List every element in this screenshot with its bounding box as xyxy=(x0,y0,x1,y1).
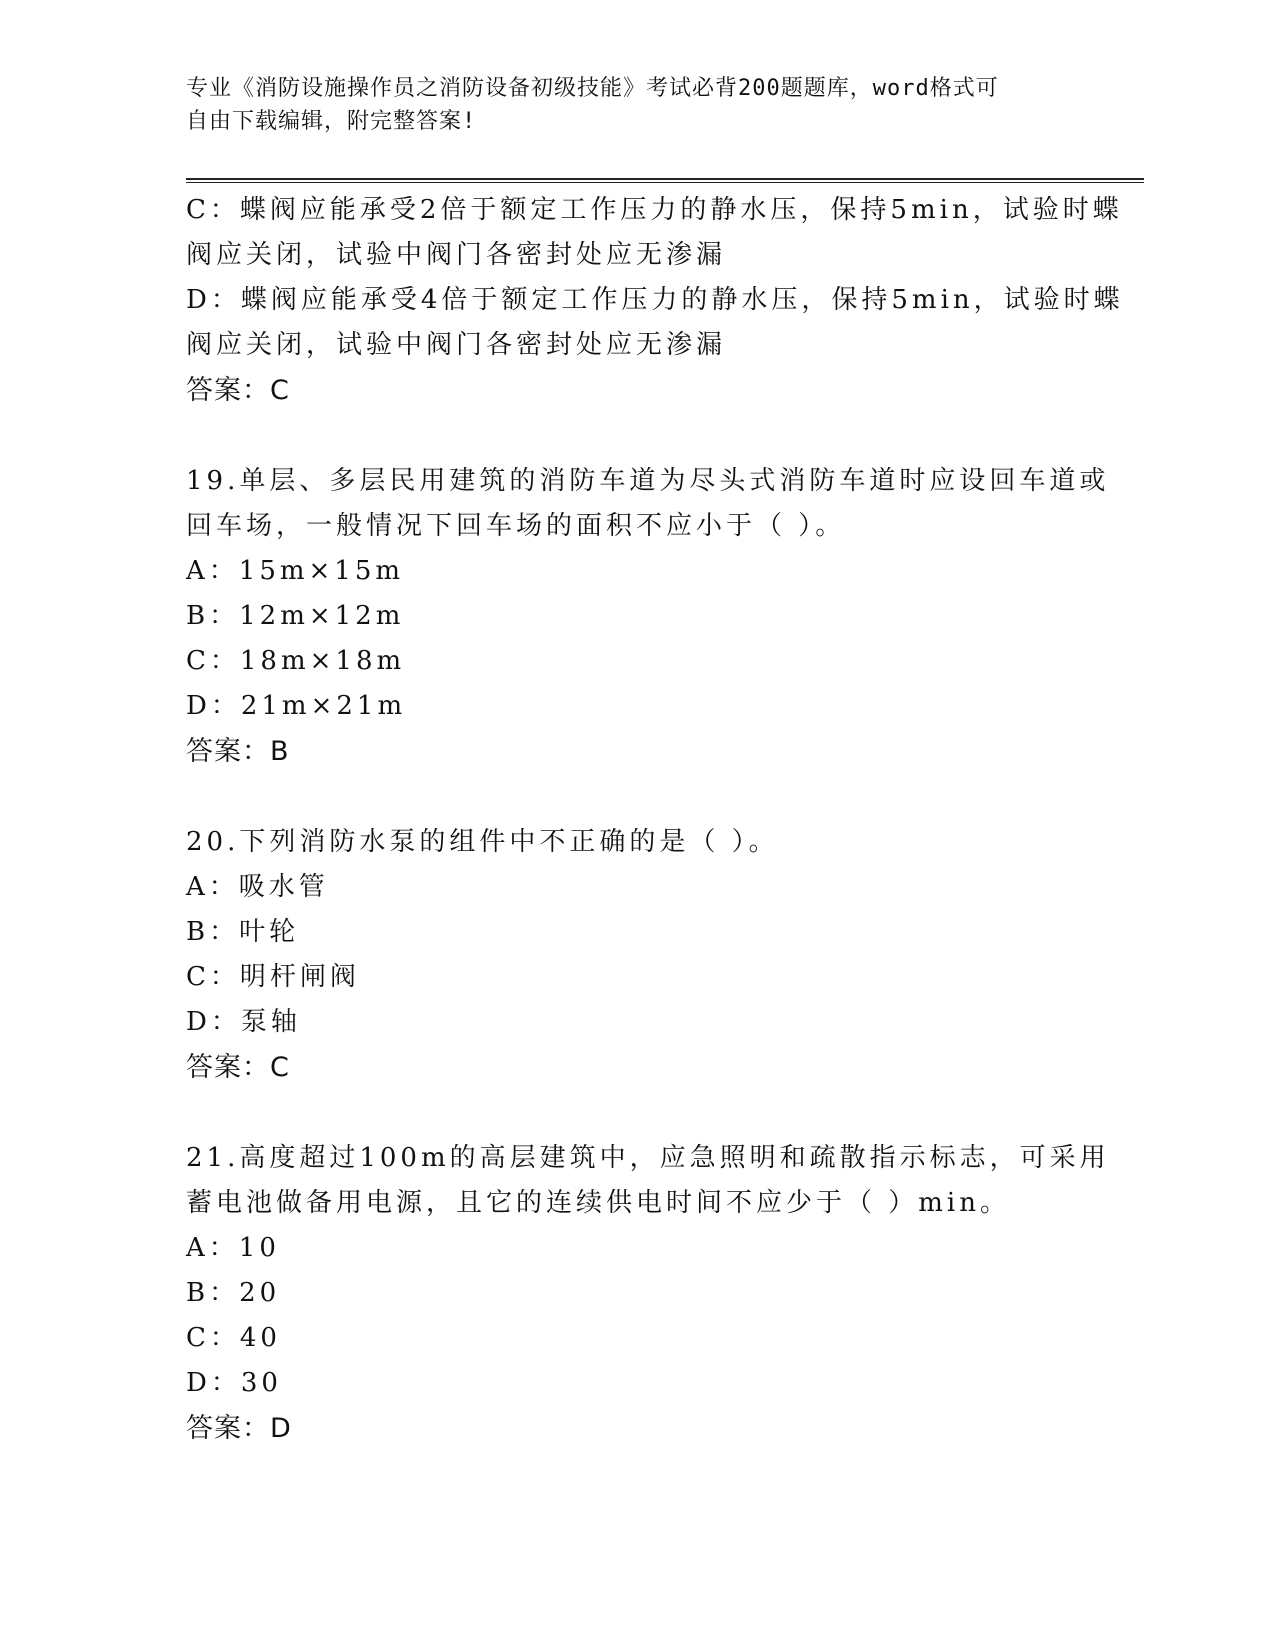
question-19-option-c: C：18m×18m xyxy=(186,646,406,676)
question-21-option-d: D：30 xyxy=(186,1368,282,1398)
question-19-option-b: B：12m×12m xyxy=(186,601,405,631)
spacer xyxy=(186,1090,1086,1136)
question-19 xyxy=(186,459,1110,774)
question-18-answer: 答案：C xyxy=(186,375,290,406)
question-20-option-d: D：泵轴 xyxy=(186,1007,301,1037)
question-20-option-b: B：叶轮 xyxy=(186,917,300,947)
question-19-answer: 答案：B xyxy=(186,736,290,767)
header-line-1: 专业《消防设施操作员之消防设备初级技能》考试必背200题题库，word格式可 xyxy=(186,76,999,101)
question-18-option-c-line-1: C：蝶阀应能承受2倍于额定工作压力的静水压，保持5min，试验时蝶 xyxy=(186,195,1123,225)
question-21-stem-line-1: 21.高度超过100m的高层建筑中，应急照明和疏散指示标志，可采用 xyxy=(186,1143,1110,1173)
question-20 xyxy=(186,820,1086,1090)
question-18-option-d-line-1: D：蝶阀应能承受4倍于额定工作压力的静水压，保持5min，试验时蝶 xyxy=(186,285,1124,315)
question-18-option-c-line-2: 阀应关闭，试验中阀门各密封处应无渗漏 xyxy=(186,240,727,270)
question-19-option-d: D：21m×21m xyxy=(186,691,407,721)
question-18-option-d-line-2: 阀应关闭，试验中阀门各密封处应无渗漏 xyxy=(186,330,727,360)
question-20-answer: 答案：C xyxy=(186,1052,290,1083)
question-21-answer: 答案：D xyxy=(186,1413,292,1444)
question-18 xyxy=(186,188,1124,413)
question-21-option-b: B：20 xyxy=(186,1278,281,1308)
spacer xyxy=(186,774,1086,820)
question-21-stem-line-2: 蓄电池做备用电源，且它的连续供电时间不应少于（ ）min。 xyxy=(186,1188,1010,1218)
question-21-option-c: C：40 xyxy=(186,1323,281,1353)
header-line-2: 自由下载编辑，附完整答案! xyxy=(186,109,477,134)
question-19-stem-line-1: 19.单层、多层民用建筑的消防车道为尽头式消防车道时应设回车道或 xyxy=(186,466,1110,496)
question-21 xyxy=(186,1136,1110,1451)
question-20-option-a: A：吸水管 xyxy=(186,872,329,902)
question-19-stem-line-2: 回车场，一般情况下回车场的面积不应小于（ ）。 xyxy=(186,511,846,541)
question-19-option-a: A：15m×15m xyxy=(186,556,405,586)
question-20-option-c: C：明杆闸阀 xyxy=(186,962,360,992)
header-divider-thick xyxy=(186,178,1144,180)
header-divider-thin xyxy=(186,182,1144,183)
question-20-stem-line-1: 20.下列消防水泵的组件中不正确的是（ ）。 xyxy=(186,827,779,857)
spacer xyxy=(186,413,1086,459)
question-list xyxy=(186,188,1124,1451)
page-header xyxy=(186,72,1086,138)
question-21-option-a: A：10 xyxy=(186,1233,280,1263)
